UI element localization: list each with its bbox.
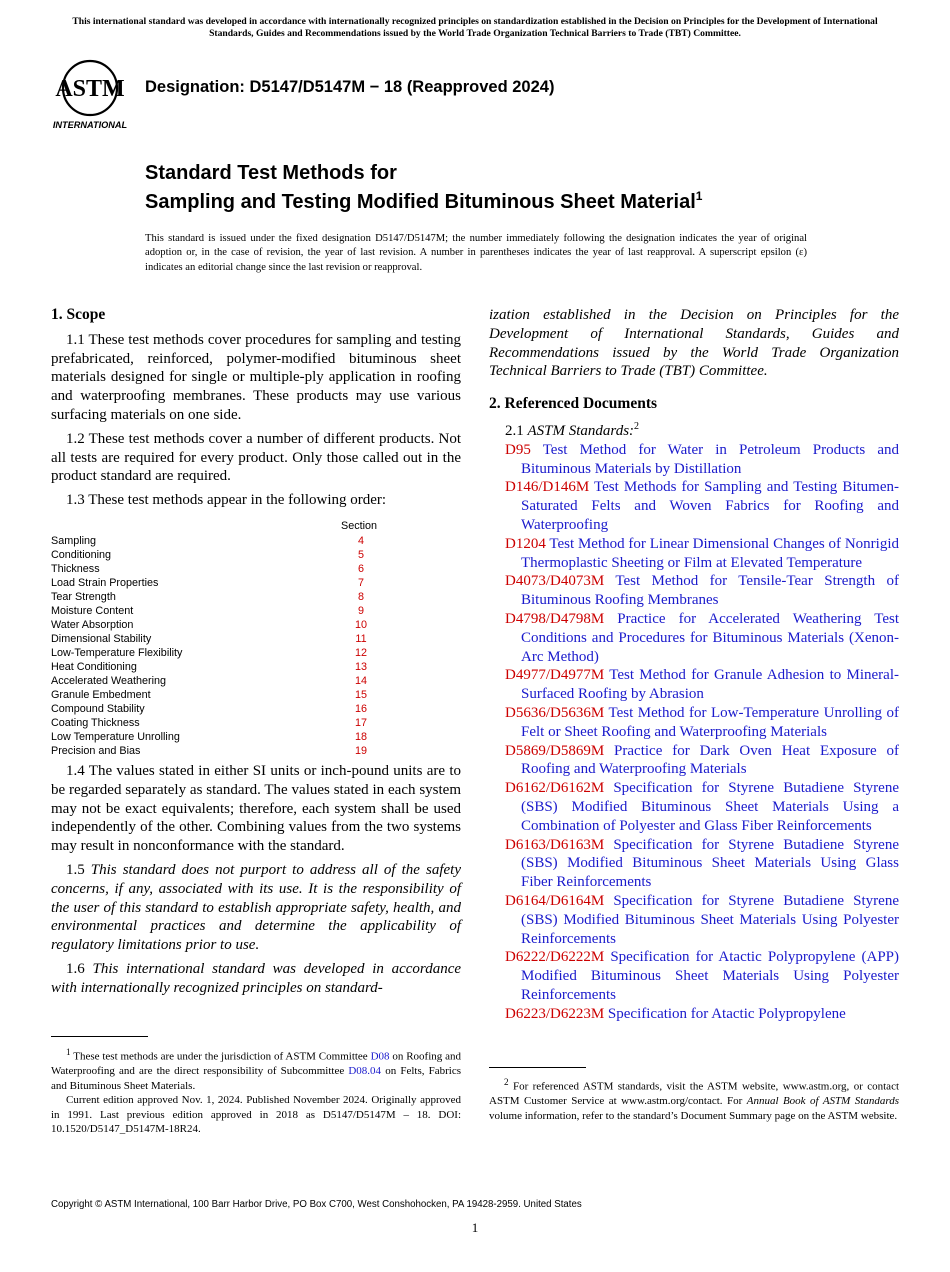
order-table-section-link[interactable]: 14 bbox=[354, 675, 367, 687]
order-table-row bbox=[51, 646, 461, 660]
reference-item bbox=[505, 892, 899, 948]
tbt-notice: This international standard was developed in accordance with internationally recognized principles on standardization established in the Decision on Principles for the Development of International Standards, Guides and Recommendations issued by the World Trade Organization Technical Barriers to Trade (TBT) Committee. bbox=[72, 16, 878, 39]
footnote-rule-left bbox=[51, 1036, 148, 1037]
order-table-section-link[interactable]: 19 bbox=[354, 745, 367, 757]
order-table-section-link[interactable]: 5 bbox=[357, 549, 364, 561]
reference-title-link[interactable]: Test Method for Linear Dimensional Changes of Nonrigid Thermoplastic Sheeting or Film at Elevated Temperature bbox=[521, 535, 899, 571]
para-1-6 bbox=[51, 960, 461, 998]
order-table-row bbox=[51, 744, 461, 758]
subcommittee-d0804-link[interactable]: D08.04 bbox=[348, 1065, 382, 1078]
order-table-label: Coating Thickness bbox=[51, 717, 140, 729]
copyright: Copyright © ASTM International, 100 Barr Harbor Drive, PO Box C700, West Conshohocken, PA 19428-2959. United States bbox=[51, 1199, 582, 1210]
para-1-3: 1.3 These test methods appear in the following order: bbox=[66, 492, 387, 509]
order-table-section-link[interactable]: 7 bbox=[357, 577, 364, 589]
order-table-row bbox=[51, 548, 461, 562]
astm-standards-label bbox=[489, 418, 899, 441]
order-table-label: Thickness bbox=[51, 563, 100, 575]
reference-code-link[interactable]: D6222/D6222M bbox=[505, 949, 605, 966]
order-table-section-link[interactable]: 17 bbox=[354, 717, 367, 729]
para-1-5-num: 1.5 bbox=[66, 861, 85, 878]
order-table-row bbox=[51, 674, 461, 688]
reference-item bbox=[505, 704, 899, 742]
order-table-section-link[interactable]: 4 bbox=[357, 535, 364, 547]
order-table-section-link[interactable]: 9 bbox=[357, 605, 364, 617]
order-table bbox=[51, 534, 461, 758]
footnote-1-text bbox=[51, 1045, 461, 1093]
reference-title-link[interactable]: Specification for Styrene Butadiene Styrene (SBS) Modified Bituminous Sheet Materials Using Glass Fiber Reinforcements bbox=[521, 836, 899, 891]
scope-heading: 1. Scope bbox=[51, 306, 106, 323]
reference-item bbox=[505, 478, 899, 534]
fn1-part-b: on Roofing and Waterproofing and are the direct responsibility of Subcommittee bbox=[51, 1050, 462, 1078]
title-line-1: Standard Test Methods for bbox=[145, 162, 397, 184]
para-1-2: 1.2 These test methods cover a number of different products. Not all tests are required for every product. Only those called out in the product standard are required. bbox=[51, 430, 461, 485]
order-table-label: Compound Stability bbox=[51, 703, 145, 715]
reference-code-link[interactable]: D4073/D4073M bbox=[505, 573, 605, 590]
logo-text: ASTM bbox=[55, 76, 125, 102]
reference-code-link[interactable]: D5636/D5636M bbox=[505, 704, 605, 721]
sub-footnote-mark: 2 bbox=[634, 420, 640, 432]
order-table-section-link[interactable]: 10 bbox=[354, 619, 367, 631]
title-footnote-mark: 1 bbox=[695, 189, 703, 203]
reference-code-link[interactable]: D6163/D6163M bbox=[505, 836, 605, 853]
fn2-part-a: For referenced ASTM standards, visit the ASTM website, www.astm.org, or contact ASTM Customer Service at www.astm.org/contact. For bbox=[489, 1080, 900, 1108]
scope-section bbox=[51, 306, 461, 515]
order-table-label: Heat Conditioning bbox=[51, 661, 137, 673]
order-table-section-link[interactable]: 15 bbox=[354, 689, 367, 701]
reference-item bbox=[505, 836, 899, 892]
reference-title-link[interactable]: Specification for Atactic Polypropylene bbox=[607, 1005, 846, 1022]
order-table-row bbox=[51, 632, 461, 646]
para-1-1: 1.1 These test methods cover procedures for sampling and testing prefabricated, reinforced, polymer-modified bituminous sheet materials designed for single or multiple-ply application in roofing and waterproofing membranes. These products may use various surfacing materials on one side. bbox=[51, 331, 461, 423]
reference-code-link[interactable]: D4798/D4798M bbox=[505, 610, 605, 627]
reference-item bbox=[505, 742, 899, 780]
reference-title-link[interactable]: Practice for Dark Oven Heat Exposure of Roofing and Waterproofing Materials bbox=[521, 742, 900, 778]
order-table-label: Sampling bbox=[51, 535, 97, 547]
reference-item bbox=[505, 610, 899, 666]
order-table-row bbox=[51, 716, 461, 730]
reference-item bbox=[505, 441, 899, 479]
order-table-section-link[interactable]: 13 bbox=[354, 661, 367, 673]
sub-num: 2.1 bbox=[505, 422, 524, 439]
reference-title-link[interactable]: Specification for Styrene Butadiene Styrene (SBS) Modified Bituminous Sheet Materials Using a Combination of Polyester and Glass Fiber Reinforcements bbox=[521, 780, 899, 834]
para-1-6-num: 1.6 bbox=[66, 960, 85, 977]
order-table-section-link[interactable]: 18 bbox=[354, 731, 367, 743]
order-table-label: Low-Temperature Flexibility bbox=[51, 647, 183, 659]
issued-note: This standard is issued under the fixed designation D5147/D5147M; the number immediately following the designation indicates the year of original adoption or, in the case of revision, the year of last revision. A number in parentheses indicates the year of last reapproval. A superscript epsilon (ε) indicates an editorial change since the last revision or reapproval. bbox=[145, 233, 807, 273]
para-1-4: 1.4 The values stated in either SI units or inch-pound units are to be regarded separately as standard. The values stated in each system may not be exact equivalents; therefore, each system shall be used independently of the other. Combining values from the two systems may result in nonconformance with the standard. bbox=[51, 763, 461, 855]
reference-title-link[interactable]: Specification for Styrene Butadiene Styrene (SBS) Modified Bituminous Sheet Materials Using Polyester Reinforcements bbox=[521, 892, 899, 947]
footnote-1-edition: Current edition approved Nov. 1, 2024. Published November 2024. Originally approved in 1991. Last previous edition approved in 2018 as D5147/D5147M – 18. DOI: 10.1520/D5147_D5147M-18R24. bbox=[51, 1094, 461, 1136]
para-1-5 bbox=[51, 861, 461, 955]
reference-item bbox=[505, 572, 899, 610]
footnote-2-mark: 2 bbox=[504, 1077, 509, 1087]
order-table-row bbox=[51, 534, 461, 548]
reference-item bbox=[505, 1005, 899, 1024]
order-table-section-link[interactable]: 8 bbox=[357, 591, 364, 603]
para-1-5-text: This standard does not purport to address all of the safety concerns, if any, associated with its use. It is the responsibility of the user of this standard to establish appropriate safety, health, and environmental practices and determine the applicability of regulatory limitations prior to use. bbox=[51, 861, 461, 954]
fn1-part-a: These test methods are under the jurisdiction of ASTM Committee bbox=[73, 1050, 368, 1063]
fn2-part-b: volume information, refer to the standard’s Document Summary page on the ASTM website. bbox=[489, 1109, 898, 1122]
title-line-2 bbox=[145, 183, 702, 215]
order-table-row bbox=[51, 576, 461, 590]
order-table-label: Load Strain Properties bbox=[51, 577, 159, 589]
reference-code-link[interactable]: D6223/D6223M bbox=[505, 1005, 605, 1022]
para-1-6-text: This international standard was developed in accordance with internationally recognized principles on standard- bbox=[51, 960, 462, 996]
order-table-label: Dimensional Stability bbox=[51, 633, 152, 645]
footnote-1-mark: 1 bbox=[66, 1047, 71, 1057]
order-table-label: Precision and Bias bbox=[51, 745, 141, 757]
reference-code-link[interactable]: D6162/D6162M bbox=[505, 780, 605, 797]
order-table-label: Low Temperature Unrolling bbox=[51, 731, 180, 743]
order-table-label: Moisture Content bbox=[51, 605, 134, 617]
order-table-label: Accelerated Weathering bbox=[51, 675, 167, 687]
reference-item bbox=[505, 779, 899, 835]
astm-logo-icon bbox=[52, 56, 134, 132]
right-column bbox=[489, 306, 899, 1023]
reference-title-link[interactable]: Test Method for Tensile-Tear Strength of Bituminous Roofing Membranes bbox=[521, 573, 900, 609]
reference-title-link[interactable]: Practice for Accelerated Weathering Test Conditions and Procedures for Bituminous Materials (Xenon-Arc Method) bbox=[521, 610, 900, 665]
reference-code-link[interactable]: D5869/D5869M bbox=[505, 742, 605, 759]
reference-code-link[interactable]: D95 bbox=[505, 441, 531, 458]
order-table-row bbox=[51, 688, 461, 702]
reference-item bbox=[505, 666, 899, 704]
order-table-label: Granule Embedment bbox=[51, 689, 151, 701]
order-table-row bbox=[51, 604, 461, 618]
reference-code-link[interactable]: D146/D146M bbox=[505, 479, 590, 496]
para-1-6-continued: ization established in the Decision on Principles for the Development of International Standards, Guides and Recommendations issued by the World Trade Organization Technical Barriers to Trade (TBT) Committee. bbox=[489, 307, 899, 380]
order-table-section-link[interactable]: 16 bbox=[354, 703, 367, 715]
astm-logo bbox=[52, 56, 134, 132]
scope-section-cont bbox=[51, 762, 461, 1003]
footnote-rule-right bbox=[489, 1067, 586, 1068]
fn2-italic: Annual Book of ASTM Standards bbox=[746, 1095, 900, 1108]
reference-code-link[interactable]: D1204 bbox=[505, 535, 546, 552]
page-number: 1 bbox=[471, 1220, 479, 1235]
order-table-section-link[interactable]: 11 bbox=[355, 633, 367, 645]
reference-code-link[interactable]: D6164/D6164M bbox=[505, 892, 605, 909]
reference-title-link[interactable]: Test Method for Granule Adhesion to Mineral-Surfaced Roofing by Abrasion bbox=[521, 667, 899, 703]
order-table-row bbox=[51, 702, 461, 716]
footnote-1 bbox=[51, 1045, 461, 1137]
footnote-2-text bbox=[489, 1075, 899, 1123]
order-table-row bbox=[51, 660, 461, 674]
reference-item bbox=[505, 948, 899, 1004]
order-table-row bbox=[51, 590, 461, 604]
reference-code-link[interactable]: D4977/D4977M bbox=[505, 667, 605, 684]
designation: Designation: D5147/D5147M − 18 (Reapproved 2024) bbox=[145, 78, 555, 96]
order-table-label: Water Absorption bbox=[51, 619, 134, 631]
fn1-part-c: on Felts, Fabrics and Bituminous Sheet Materials. bbox=[51, 1065, 462, 1092]
order-table-row bbox=[51, 562, 461, 576]
title-text: Sampling and Testing Modified Bituminous Sheet Material bbox=[145, 191, 696, 213]
order-table-section-link[interactable]: 12 bbox=[354, 647, 367, 659]
order-table-label: Conditioning bbox=[51, 549, 112, 561]
footnote-2 bbox=[489, 1075, 899, 1123]
committee-d08-link[interactable]: D08 bbox=[370, 1050, 390, 1063]
sub-label: ASTM Standards: bbox=[527, 422, 635, 439]
reference-title-link[interactable]: Test Method for Low-Temperature Unrolling of Felt or Sheet Roofing and Waterproofing Materials bbox=[521, 704, 899, 740]
order-table-row bbox=[51, 618, 461, 632]
reference-title-link[interactable]: Test Methods for Sampling and Testing Bitumen-Saturated Felts and Woven Fabrics for Roofing and Waterproofing bbox=[521, 479, 900, 533]
reference-item bbox=[505, 535, 899, 573]
references-heading: 2. Referenced Documents bbox=[489, 395, 658, 413]
order-table-row bbox=[51, 730, 461, 744]
section-column-header: Section bbox=[341, 520, 378, 532]
order-table-section-link[interactable]: 6 bbox=[357, 563, 364, 575]
logo-subtitle: INTERNATIONAL bbox=[52, 120, 128, 130]
order-table-label: Tear Strength bbox=[51, 591, 116, 603]
reference-title-link[interactable]: Test Method for Water in Petroleum Products and Bituminous Materials by Distillation bbox=[521, 441, 900, 477]
reference-list bbox=[489, 441, 899, 1024]
reference-title-link[interactable]: Specification for Atactic Polypropylene (APP) Modified Bituminous Sheet Materials Using Polyester Reinforcements bbox=[521, 949, 900, 1003]
